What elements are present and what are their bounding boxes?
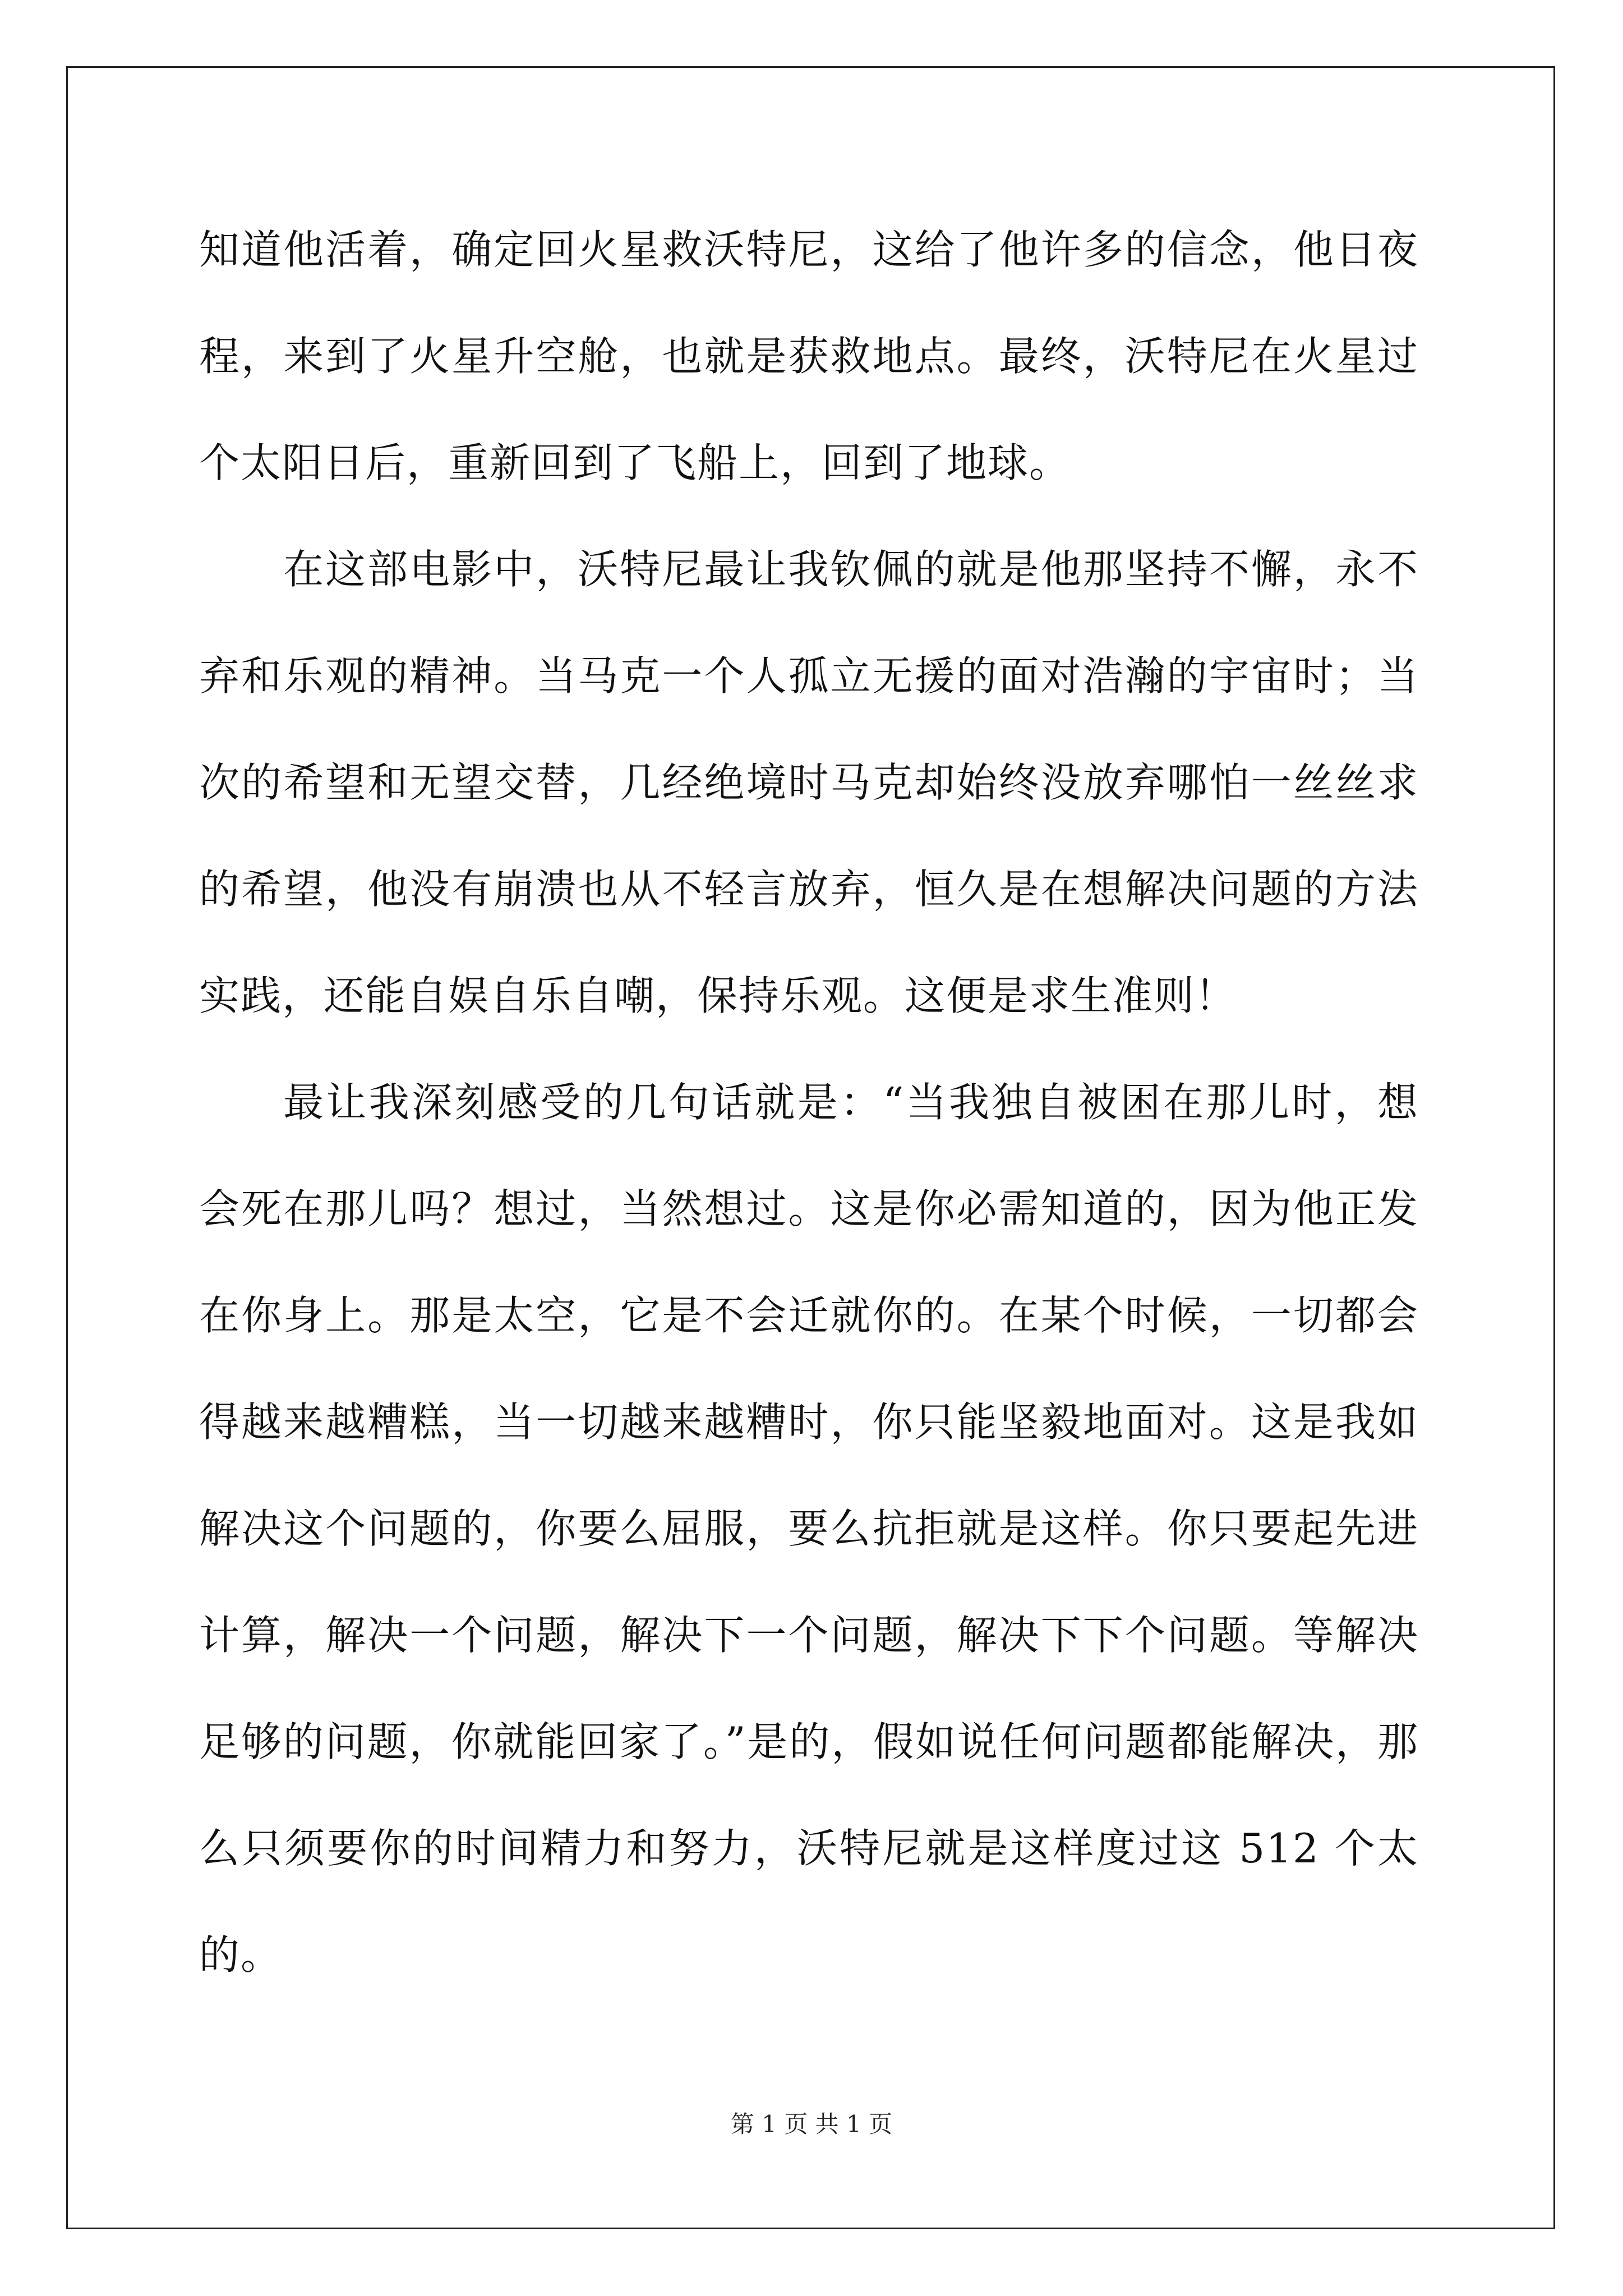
paragraph: [199, 206, 1419, 526]
paragraph-line: 个太阳日后，重新回到了飞船上，回到了地球。: [199, 439, 1071, 486]
paragraph: [199, 1059, 1419, 2018]
page-footer: 第 1 页 共 1 页: [730, 2110, 893, 2138]
paragraph: [199, 526, 1419, 1059]
paragraph-line: 解决这个问题的，你要么屈服，要么抗拒就是这样。你只要起先进: [199, 1505, 1419, 1552]
paragraph-line: 实践，还能自娱自乐自嘲，保持乐观。这便是求生准则！: [199, 972, 1237, 1019]
paragraph-line: 在这部电影中，沃特尼最让我钦佩的就是他那坚持不懈，永不: [283, 546, 1419, 593]
paragraph-line: 的。: [199, 1931, 283, 1978]
paragraph-line: 会死在那儿吗？想过，当然想过。这是你必需知道的，因为他正发: [199, 1185, 1419, 1232]
paragraph-line: 知道他活着，确定回火星救沃特尼，这给了他许多的信念，他日夜: [199, 226, 1419, 273]
paragraph-line: 么只须要你的时间精力和努力，沃特尼就是这样度过这 512 个太: [199, 1825, 1419, 1872]
paragraph-line: 程，来到了火星升空舱，也就是获救地点。最终，沃特尼在火星过: [199, 333, 1419, 380]
paragraph-line: 的希望，他没有崩溃也从不轻言放弃，恒久是在想解决问题的方法: [199, 866, 1419, 913]
paragraph-line: 弃和乐观的精神。当马克一个人孤立无援的面对浩瀚的宇宙时；当: [199, 652, 1419, 700]
document-body: [199, 206, 1419, 2018]
paragraph-line: 足够的问题，你就能回家了。”是的，假如说任何问题都能解决，那: [199, 1718, 1419, 1765]
paragraph-line: 得越来越糟糕，当一切越来越糟时，你只能坚毅地面对。这是我如: [199, 1398, 1419, 1446]
paragraph-line: 计算，解决一个问题，解决下一个问题，解决下下个问题。等解决: [199, 1612, 1419, 1659]
paragraph-line: 次的希望和无望交替，几经绝境时马克却始终没放弃哪怕一丝丝求: [199, 759, 1419, 806]
paragraph-line: 最让我深刻感受的几句话就是：“当我独自被困在那儿时，想: [283, 1079, 1419, 1126]
paragraph-line: 在你身上。那是太空，它是不会迁就你的。在某个时候，一切都会: [199, 1292, 1419, 1339]
